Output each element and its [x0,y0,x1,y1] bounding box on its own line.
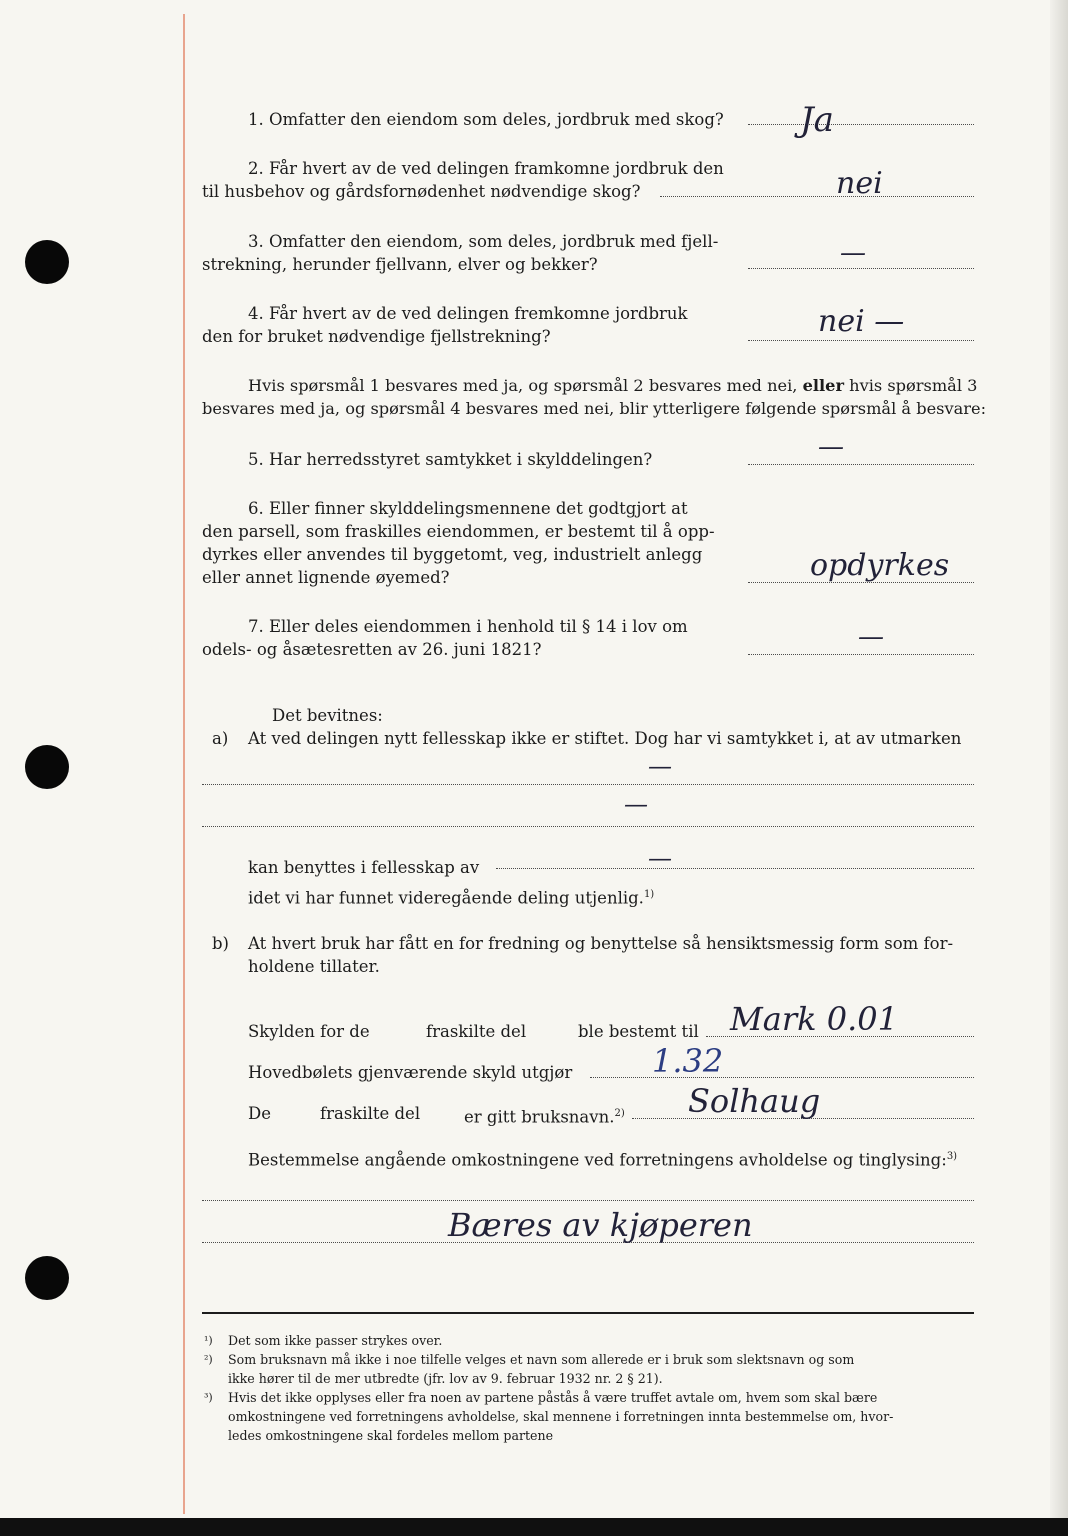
page-edge [1050,0,1068,1536]
further-division-text [248,883,654,910]
footnote-3-line1: Hvis det ikke opplyses eller fra noen av partene påstås å være truffet avtale om, hvem som skal bære [228,1390,878,1405]
skyld-label-2: fraskilte del [426,1022,527,1041]
certify-b-text-line2: holdene tillater. [248,957,380,976]
farm-name-answer: Solhaug [688,1082,821,1120]
certify-a-blank-answer-2: — [624,790,648,818]
question-4-answer: nei — [818,304,905,339]
footnote-3-line2: omkostningene ved forretningens avholdelse, skal mennene i forretningen innta bestemmelse om, hvor- [228,1409,894,1424]
question-6-text-line1: 6. Eller finner skylddelingsmennene det godtgjort at [248,499,688,518]
remaining-skyld-label: Hovedbølets gjenværende skyld utgjør [248,1063,573,1082]
question-5-text: 5. Har herredsstyret samtykket i skylddelingen? [248,450,653,469]
question-4-text-line1: 4. Får hvert av de ved delingen fremkomne jordbruk [248,304,688,323]
cost-label [248,1145,957,1172]
question-3-text-line1: 3. Omfatter den eiendom, som deles, jordbruk med fjell- [248,232,719,251]
footnote-2-line2: ikke hører til de mer utbredte (jfr. lov av 9. februar 1932 nr. 2 § 21). [228,1371,663,1386]
question-1-answer-line [748,124,974,125]
footnote-ref-3: 3) [946,1151,958,1162]
common-use-answer-line [496,868,974,869]
footnote-2-line1: Som bruksnavn må ikke i noe tilfelle velges et navn som allerede er i bruk som slektsnavn og som [228,1352,855,1367]
question-2-text-line1: 2. Får hvert av de ved delingen framkomne jordbruk den [248,159,724,178]
scan-border [0,1518,1068,1536]
question-7-text-line2: odels- og åsætesretten av 26. juni 1821? [202,640,542,659]
question-3-answer: — [840,238,866,268]
punch-hole-middle [25,745,69,789]
certify-heading: Det bevitnes: [272,706,383,725]
further-division-body: idet vi har funnet videregående deling utjenlig. [248,888,644,908]
farm-name-label-1: De [248,1104,271,1123]
instruction-part-a: Hvis spørsmål 1 besvares med ja, og spørsmål 2 besvares med nei, [248,376,798,395]
question-6-answer: opdyrkes [810,548,950,583]
cost-label-text: Bestemmelse angående omkostningene ved forretningens avholdelse og tinglysing: [248,1150,947,1170]
question-2-answer-line [660,196,974,197]
certify-a-text: At ved delingen nytt fellesskap ikke er stiftet. Dog har vi samtykket i, at av utmarken [248,729,962,748]
footnote-rule [202,1312,974,1314]
certify-a-label: a) [212,729,229,748]
punch-hole-bottom [25,1256,69,1300]
question-5-answer: — [818,432,844,462]
remaining-skyld-line [590,1077,974,1078]
footnote-2-mark: ²) [204,1353,213,1366]
footnote-1-mark: ¹) [204,1334,213,1347]
instruction-line2: besvares med ja, og spørsmål 4 besvares med nei, blir ytterligere følgende spørsmål å besvare: [202,399,987,418]
common-use-text: kan benyttes i fellesskap av [248,858,480,877]
question-5-answer-line [748,464,974,465]
question-7-answer-line [748,654,974,655]
instruction-part-b: hvis spørsmål 3 [849,376,978,395]
certify-a-blank-answer-1: — [648,752,672,780]
question-6-text-line3: dyrkes eller anvendes til byggetomt, veg, industrielt anlegg [202,545,703,564]
certify-b-text-line1: At hvert bruk har fått en for fredning og benyttelse så hensiktsmessig form som for- [248,934,954,953]
question-1-text: 1. Omfatter den eiendom som deles, jordbruk med skog? [248,110,724,129]
cost-line-1 [202,1200,974,1201]
footnote-3-mark: ³) [204,1391,213,1404]
farm-name-label-2: fraskilte del [320,1104,421,1123]
footnote-ref-1: 1) [643,889,655,900]
question-2-answer: nei [836,166,883,201]
question-4-text-line2: den for bruket nødvendige fjellstrekning? [202,327,551,346]
farm-name-label-3 [464,1102,625,1129]
question-1-answer: Ja [800,100,834,140]
remaining-skyld-answer: 1.32 [652,1042,724,1080]
question-3-text-line2: strekning, herunder fjellvann, elver og bekker? [202,255,598,274]
question-4-answer-line [748,340,974,341]
question-6-text-line4: eller annet lignende øyemed? [202,568,450,587]
skyld-answer: Mark 0.01 [730,1000,898,1038]
footnote-ref-2: 2) [614,1108,625,1119]
question-3-answer-line [748,268,974,269]
footnote-1-line1: Det som ikke passer strykes over. [228,1333,443,1348]
certify-a-blank-line-1 [202,784,974,785]
instruction-bold: eller [802,376,844,395]
question-7-text-line1: 7. Eller deles eiendommen i henhold til § 14 i lov om [248,617,688,636]
punch-hole-top [25,240,69,284]
question-2-text-line2: til husbehov og gårdsfornødenhet nødvendige skog? [202,182,641,201]
question-6-text-line2: den parsell, som fraskilles eiendommen, er bestemt til å opp- [202,522,715,541]
skyld-label-3: ble bestemt til [578,1022,699,1041]
cost-answer: Bæres av kjøperen [448,1206,753,1244]
farm-name-label-3-text: er gitt bruksnavn. [464,1107,615,1127]
certify-b-label: b) [212,934,229,953]
red-margin-line [183,14,185,1514]
skyld-label-1: Skylden for de [248,1022,370,1041]
certify-a-blank-line-2 [202,826,974,827]
common-use-answer: — [648,844,672,872]
footnote-3-line3: ledes omkostningene skal fordeles mellom partene [228,1428,554,1443]
question-7-answer: — [858,622,884,652]
instruction-line1 [248,374,977,397]
